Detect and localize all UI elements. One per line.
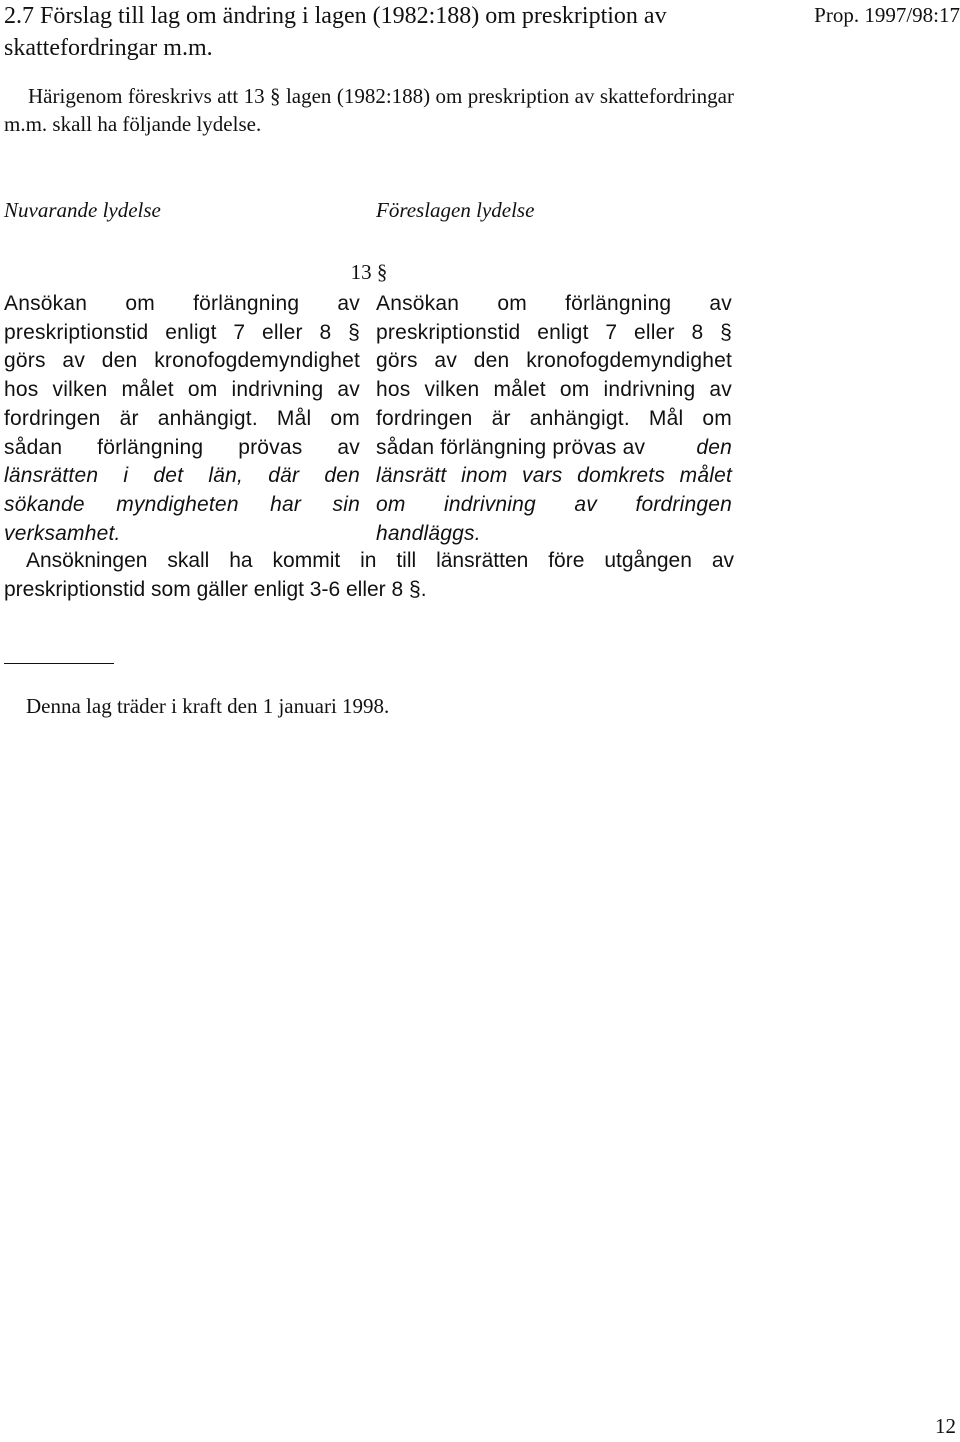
- text-line: länsrätten i det län, där den: [4, 464, 360, 488]
- text-line: sådan förlängning prövas av: [4, 435, 360, 459]
- text-line: [376, 434, 732, 463]
- text-line: Ansökan om förlängning av: [376, 292, 732, 315]
- text-line: hos vilken målet om indrivning av: [4, 378, 360, 402]
- common-paragraph: [4, 546, 734, 604]
- text-line: fordringen är anhängigt. Mål om: [376, 406, 732, 430]
- text-line: länsrätt inom vars domkrets målet: [376, 464, 732, 488]
- text-line: hos vilken målet om indrivning av: [376, 378, 732, 402]
- text-line-part: den: [696, 435, 732, 459]
- text-line: om indrivning av fordringen: [376, 492, 732, 516]
- text-line: görs av den kronofogdemyndighet: [4, 349, 360, 373]
- intro-paragraph: Härigenom föreskrivs att 13 § lagen (1982:188) om preskription av skattefordringar m.m. skall ha följande lydelse.: [4, 84, 734, 136]
- text-line: preskriptionstid enligt 7 eller 8 §: [4, 320, 360, 344]
- separator-rule: [4, 663, 114, 664]
- paragraph-number: 13 §: [350, 260, 388, 284]
- text-line: preskriptionstid enligt 7 eller 8 §: [376, 320, 732, 344]
- text-line: görs av den kronofogdemyndighet: [376, 349, 732, 373]
- text-line-part: sådan förlängning prövas av: [376, 435, 646, 459]
- section-heading: 2.7 Förslag till lag om ändring i lagen (1982:188) om preskription av skattefordringar m.m.: [4, 3, 667, 61]
- entry-into-force: Denna lag träder i kraft den 1 januari 1998.: [26, 694, 390, 718]
- text-line: handläggs.: [376, 521, 481, 545]
- current-wording-text: [4, 290, 360, 548]
- text-line: Ansökan om förlängning av: [4, 292, 360, 315]
- text-line: sökande myndigheten har sin: [4, 492, 360, 516]
- proposition-reference: Prop. 1997/98:17: [814, 3, 960, 27]
- text-line: fordringen är anhängigt. Mål om: [4, 406, 360, 430]
- text-line: Ansökningen skall ha kommit in till länsrätten före utgången av: [26, 549, 734, 572]
- current-wording-heading: Nuvarande lydelse: [4, 198, 161, 222]
- text-line: verksamhet.: [4, 521, 121, 545]
- proposed-wording-heading: Föreslagen lydelse: [376, 198, 535, 222]
- page-number: 12: [935, 1414, 956, 1438]
- proposed-wording-text: [376, 290, 732, 548]
- text-line: preskriptionstid som gäller enligt 3-6 eller 8 §.: [4, 578, 427, 601]
